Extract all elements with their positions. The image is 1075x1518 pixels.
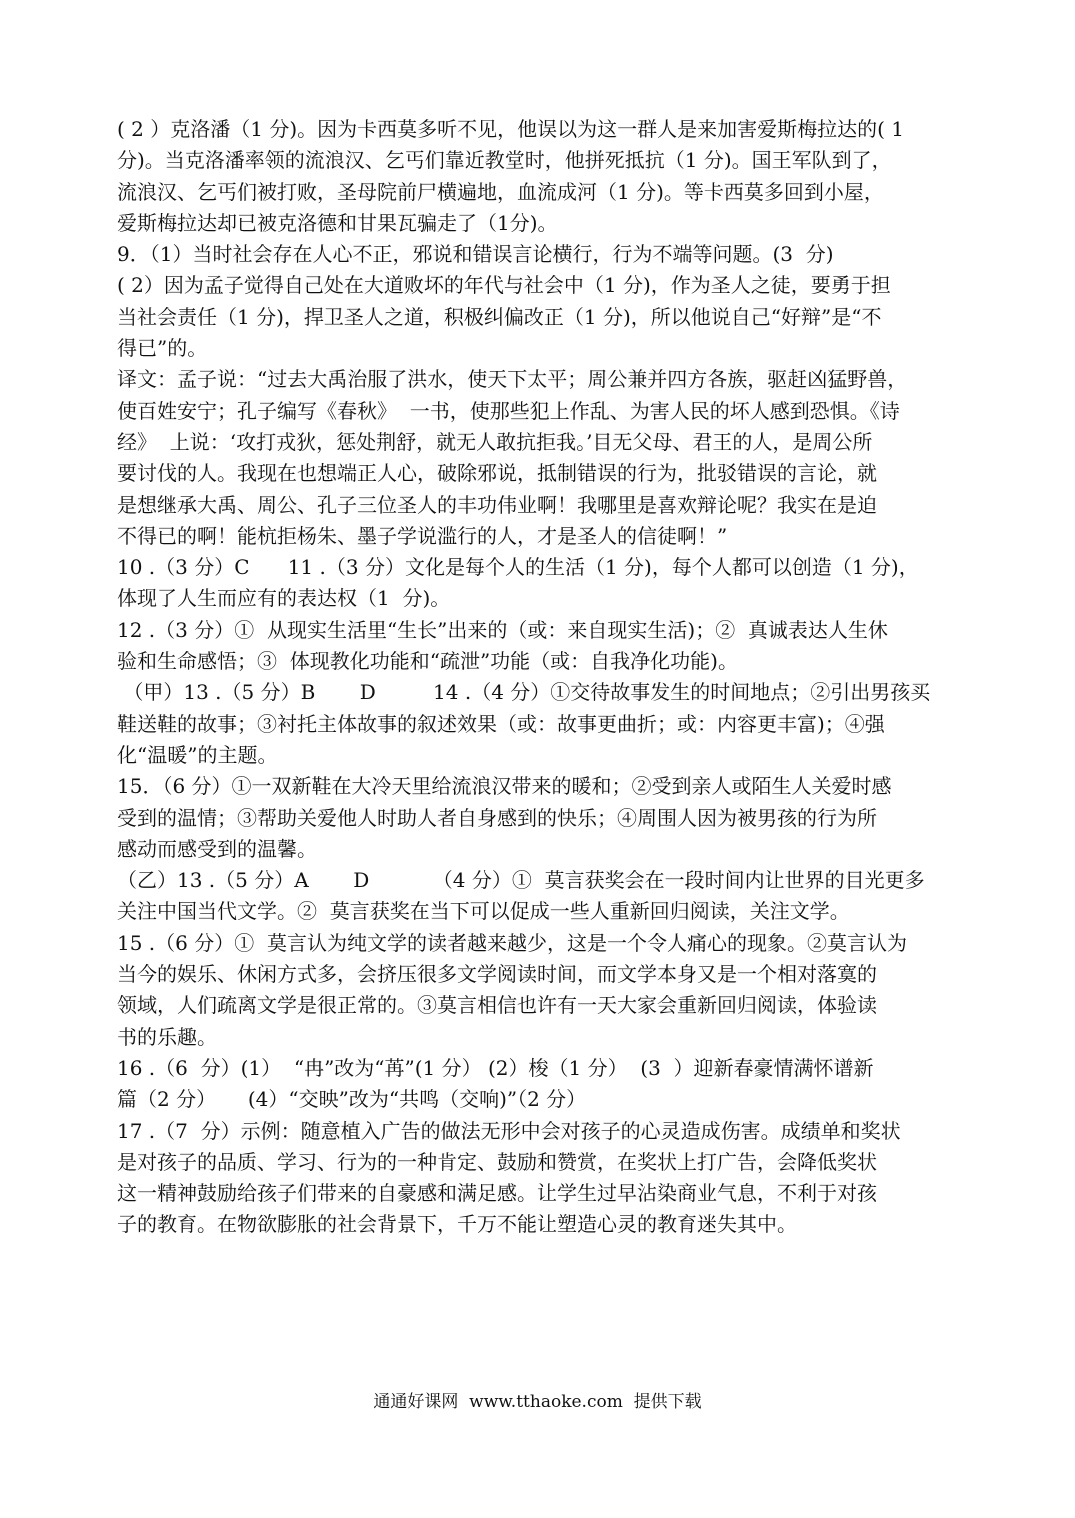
text-line: 感动而感受到的温馨。	[117, 836, 317, 861]
text-line: （乙）13 .（5 分）A D （4 分）① 莫言获奖会在一段时间内让世界的目光更多	[117, 868, 925, 893]
text-line: 流浪汉、乞丐们被打败，圣母院前尸横遍地，血流成河（1 分)。等卡西莫多回到小屋，	[117, 179, 884, 204]
answer-key-body	[117, 114, 959, 1241]
text-line: 15．（6 分）①一双新鞋在大冷天里给流浪汉带来的暖和；②受到亲人或陌生人关爱时感	[117, 774, 892, 799]
text-line: 验和生命感悟；③ 体现教化功能和“疏泄”功能（或：自我净化功能)。	[117, 649, 738, 674]
text-line: 体现了人生而应有的表达权（1 分)。	[117, 586, 451, 611]
text-line: 鞋送鞋的故事；③衬托主体故事的叙述效果（或：故事更曲折；或：内容更丰富)；④强	[117, 711, 885, 736]
text-line: 关注中国当代文学。② 莫言获奖在当下可以促成一些人重新回归阅读，关注文学。	[117, 899, 850, 924]
text-line: 10 .（3 分）C 11 .（3 分）文化是每个人的生活（1 分)，每个人都可以创造（1 分)，	[117, 555, 919, 580]
text-line: ( 2）因为孟子觉得自己处在大道败坏的年代与社会中（1 分)，作为圣人之徒，要勇于担	[117, 273, 891, 298]
text-line: 子的教育。在物欲膨胀的社会背景下，千万不能让塑造心灵的教育迷失其中。	[117, 1212, 797, 1237]
text-line: 12 .（3 分）① 从现实生活里“生长”出来的（或：来自现实生活)；② 真诚表达人生休	[117, 617, 888, 642]
text-line: 当今的娱乐、休闲方式多，会挤压很多文学阅读时间，而文学本身又是一个相对落寞的	[117, 962, 877, 987]
text-line: 篇（2 分） (4）“交映”改为“共鸣（交响)”（2 分）	[117, 1087, 587, 1112]
text-line: （甲）13 .（5 分）B D 14 .（4 分）①交待故事发生的时间地点；②引出男孩买	[117, 680, 931, 705]
text-line: 爱斯梅拉达却已被克洛德和甘果瓦骗走了（1分)。	[117, 210, 558, 235]
text-line: 这一精神鼓励给孩子们带来的自豪感和满足感。让学生过早沾染商业气息，不利于对孩	[117, 1181, 877, 1206]
text-line: 化“温暖”的主题。	[117, 742, 278, 767]
text-line: 受到的温情；③帮助关爱他人时助人者自身感到的快乐；④周围人因为被男孩的行为所	[117, 805, 877, 830]
text-line: 9．（1）当时社会存在人心不正，邪说和错误言论横行，行为不端等问题。(3 分)	[117, 242, 834, 267]
text-line: 不得已的啊！能杭拒杨朱、墨子学说滥行的人，才是圣人的信徒啊！”	[117, 523, 728, 548]
page-footer: 通通好课网 www.tthaoke.com 提供下载	[373, 1392, 702, 1412]
text-line: 是对孩子的品质、学习、行为的一种肯定、鼓励和赞赏，在奖状上打广告，会降低奖状	[117, 1149, 877, 1174]
text-line: 译文：孟子说：“过去大禹治服了洪水，使天下太平；周公兼并四方各族，驱赶凶猛野兽，	[117, 367, 908, 392]
text-line: 是想继承大禹、周公、孔子三位圣人的丰功伟业啊！我哪里是喜欢辩论呢？我实在是迫	[117, 492, 877, 517]
text-line: 得已”的。	[117, 336, 208, 361]
text-line: 书的乐趣。	[117, 1024, 217, 1049]
text-line: 经》 上说：‘攻打戎狄，惩处荆舒，就无人敢抗拒我。’目无父母、君王的人，是周公所	[117, 429, 873, 454]
text-line: 使百姓安宁；孔子编写《春秋》 一书，使那些犯上作乱、为害人民的坏人感到恐惧。《诗	[117, 398, 900, 423]
text-line: 17 .（7 分）示例：随意植入广告的做法无形中会对孩子的心灵造成伤害。成绩单和奖状	[117, 1118, 901, 1143]
text-line: ( 2 ）克洛潘（1 分)。因为卡西莫多听不见，他误以为这一群人是来加害爱斯梅拉达的( 1	[117, 117, 905, 141]
text-line: 分)。当克洛潘率领的流浪汉、乞丐们靠近教堂时，他拼死抵抗（1 分)。国王军队到了，	[117, 148, 892, 173]
text-line: 领域，人们疏离文学是很正常的。③莫言相信也许有一天大家会重新回归阅读，体验读	[117, 993, 877, 1018]
text-line: 要讨伐的人。我现在也想端正人心，破除邪说，抵制错误的行为，批驳错误的言论，就	[117, 461, 877, 486]
text-line: 16 .（6 分）(1） “冉”改为“苒”(1 分） (2）梭（1 分） (3 ）迎新春豪情满怀谱新	[117, 1055, 874, 1080]
text-line: 当社会责任（1 分)，捍卫圣人之道，积极纠偏改正（1 分)，所以他说自己“好辩”是“不	[117, 304, 882, 329]
text-line: 15 .（6 分）① 莫言认为纯文学的读者越来越少，这是一个令人痛心的现象。②莫言认为	[117, 930, 907, 955]
